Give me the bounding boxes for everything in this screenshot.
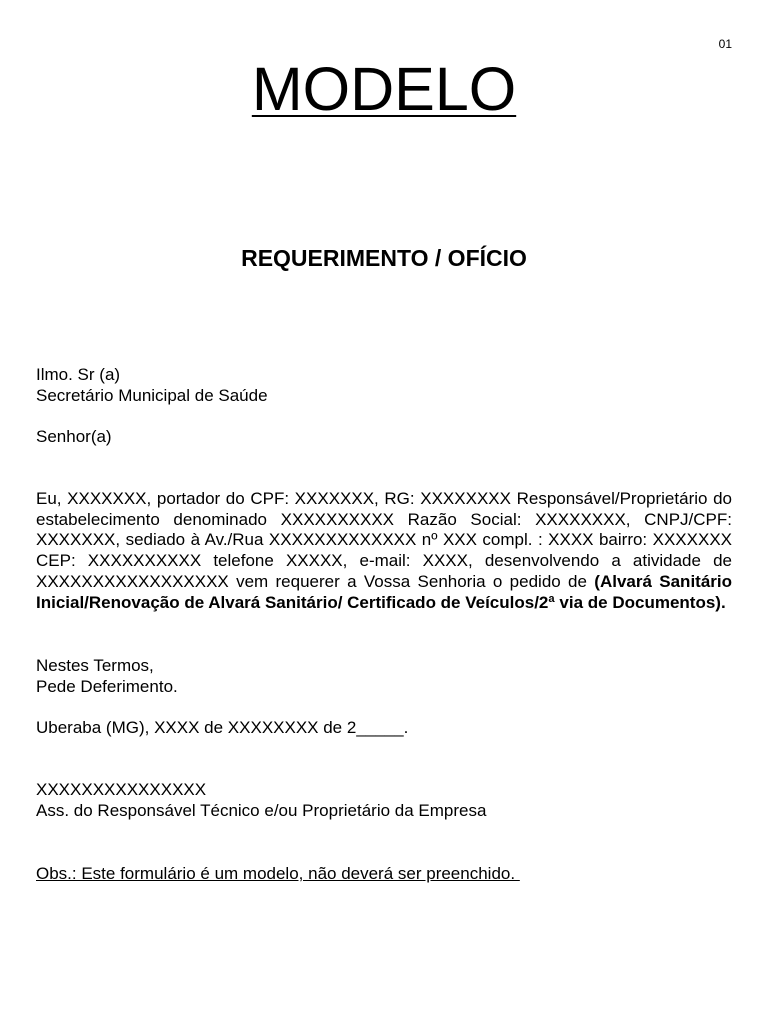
addressee-title: Secretário Municipal de Saúde [36,385,268,405]
document-subtitle: REQUERIMENTO / OFÍCIO [241,245,527,271]
salutation-text: Senhor(a) [36,427,112,446]
place-date [36,718,732,739]
place-date-text: Uberaba (MG), XXXX de XXXXXXXX de 2_____. [36,718,409,737]
salutation [36,427,732,448]
request-paragraph [36,489,732,613]
page-number: 01 [718,37,732,51]
signature-name: XXXXXXXXXXXXXXX [36,780,207,799]
signature-block [36,780,732,821]
addressee-block [36,365,732,406]
closing-request: Pede Deferimento. [36,676,178,696]
request-text: Eu, XXXXXXX, portador do CPF: XXXXXXX, RG: XXXXXXXX Responsável/Proprietário do estabelecimento denominado XXXXXXXXXX Razão Social: XXXXXXXX, CNPJ/CPF: XXXXXXX, sediado à Av./Rua XXXXXXXXXXXXX nº XXX compl. : XXXX bairro: XXXXXXX CEP: XXXXXXXXXX telefone XXXXX, e-mail: XXXX, desenvolvendo a atividade de XXXXXXXXXXXXXXXXX vem requerer a Vossa Senhoria o pedido de [36,489,732,591]
addressee-line: Ilmo. Sr (a) [36,365,121,384]
closing-line: Nestes Termos, [36,656,154,675]
request-bold-text: (Alvará Sanitário Inicial/Renovação de Alvará Sanitário/ Certificado de Veículos/2ª via de Documentos). [36,571,733,612]
observation-note: Obs.: Este formulário é um modelo, não deverá ser preenchido. [36,864,520,883]
signature-role: Ass. do Responsável Técnico e/ou Proprietário da Empresa [36,800,487,820]
closing-block [36,656,732,697]
document-title: MODELO [251,55,517,123]
